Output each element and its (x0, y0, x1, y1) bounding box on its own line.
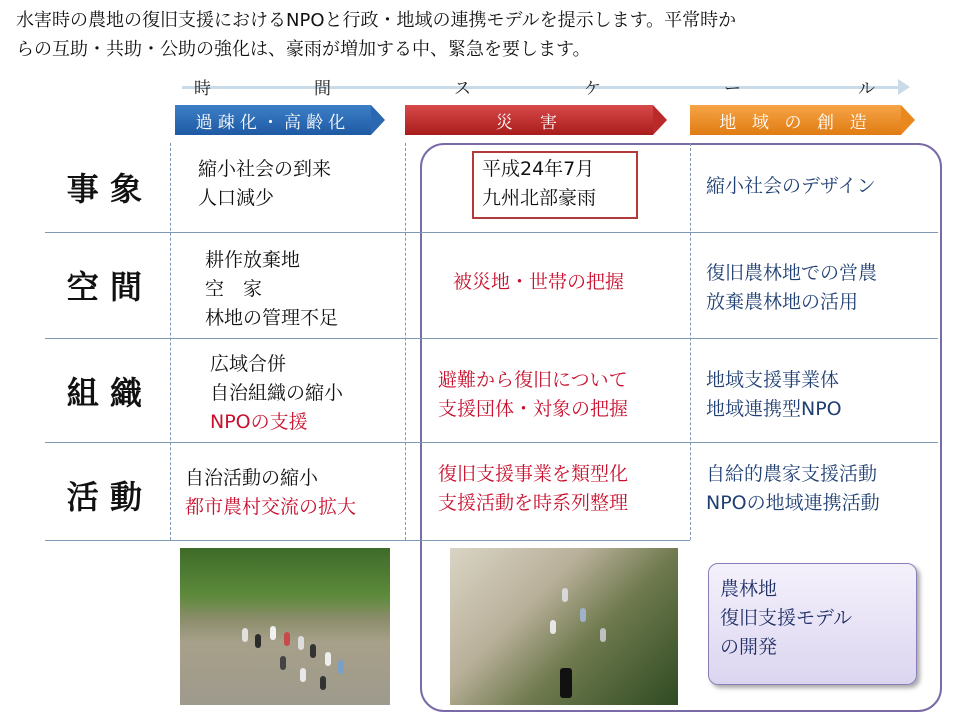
phase-disaster-arrow (405, 105, 667, 135)
model-line: 農林地 (720, 578, 778, 600)
intro-line-2: らの互助・共助・公助の強化は、豪雨が増加する中、緊急を要します。 (16, 39, 591, 60)
cell-line: 自治組織の縮小 (210, 382, 344, 404)
cell-line: 平成24年7月 (482, 158, 595, 180)
activity-aging-cell (185, 464, 356, 522)
column-divider (690, 143, 692, 540)
timescale-char: ル (858, 79, 875, 99)
timescale-char: 間 (314, 79, 331, 99)
row-divider (45, 442, 690, 443)
cell-line: 復旧農林地での営農 (706, 262, 878, 284)
phase-regional-arrow (690, 105, 915, 135)
cell-line: 避難から復旧について (438, 369, 628, 391)
phase-disaster-label: 災 害 (495, 112, 563, 133)
model-line: の開発 (720, 636, 778, 658)
activity-disaster-cell (438, 460, 628, 518)
cell-line: 九州北部豪雨 (482, 187, 597, 209)
space-disaster-cell: 被災地・世帯の把握 (453, 271, 625, 293)
intro-text (16, 6, 946, 64)
org-regional-cell (706, 366, 842, 424)
cell-line: 耕作放棄地 (205, 249, 301, 271)
cell-line: 支援団体・対象の把握 (438, 398, 629, 420)
cell-line: 復旧支援事業を類型化 (438, 463, 629, 485)
cell-line: 放棄農林地の活用 (706, 291, 859, 313)
rice-paddy-volunteers-photo (180, 548, 390, 705)
cell-line: 自治活動の縮小 (185, 467, 319, 489)
cell-line: 空 家 (205, 278, 263, 300)
row-label-organization: 組織 (66, 374, 154, 412)
phase-regional-label: 地 域 の 創 造 (719, 112, 872, 133)
model-development-text (720, 575, 852, 662)
event-regional-cell: 縮小社会のデザイン (706, 175, 876, 197)
phase-aging-arrow (175, 105, 385, 135)
cell-line: 都市農村交流の拡大 (185, 496, 357, 518)
cell-line: 地域連携型NPO (706, 398, 842, 420)
model-line: 復旧支援モデル (720, 607, 853, 629)
intro-line-1: 水害時の農地の復旧支援におけるNPOと行政・地域の連携モデルを提示します。平常時か (16, 10, 737, 31)
timescale-char: ケ (584, 79, 601, 99)
cell-line: NPOの地域連携活動 (706, 492, 880, 514)
cell-line: NPOの支援 (210, 411, 308, 433)
event-disaster-cell (482, 155, 596, 213)
row-divider (45, 540, 690, 541)
cell-line: 支援活動を時系列整理 (438, 492, 629, 514)
row-divider (690, 338, 938, 339)
column-divider (170, 143, 172, 540)
phase-aging-label: 過疎化・高齢化 (195, 112, 351, 133)
row-divider (690, 232, 938, 233)
column-divider (405, 143, 407, 540)
row-divider (45, 232, 690, 233)
timescale-char: ス (454, 79, 471, 99)
row-label-space: 空間 (66, 268, 154, 306)
slope-restoration-photo (450, 548, 678, 705)
row-label-event: 事象 (66, 170, 154, 208)
cell-line: 人口減少 (198, 187, 275, 209)
timescale-char: ー (724, 79, 741, 99)
cell-line: 自給的農家支援活動 (706, 463, 878, 485)
org-aging-cell (210, 350, 343, 437)
row-divider (45, 338, 690, 339)
space-aging-cell (205, 246, 338, 333)
timescale-char: 時 (194, 79, 211, 99)
cell-line: 地域支援事業体 (706, 369, 840, 391)
org-disaster-cell (438, 366, 628, 424)
cell-line: 縮小社会の到来 (198, 158, 332, 180)
cell-line: 広域合併 (210, 353, 287, 375)
event-aging-cell (198, 155, 331, 213)
timescale-arrowhead (898, 79, 910, 95)
space-regional-cell (706, 259, 877, 317)
activity-regional-cell (706, 460, 880, 518)
row-divider (690, 442, 938, 443)
timescale-axis (182, 86, 902, 89)
cell-line: 林地の管理不足 (205, 307, 339, 329)
row-label-activity: 活動 (66, 478, 154, 516)
